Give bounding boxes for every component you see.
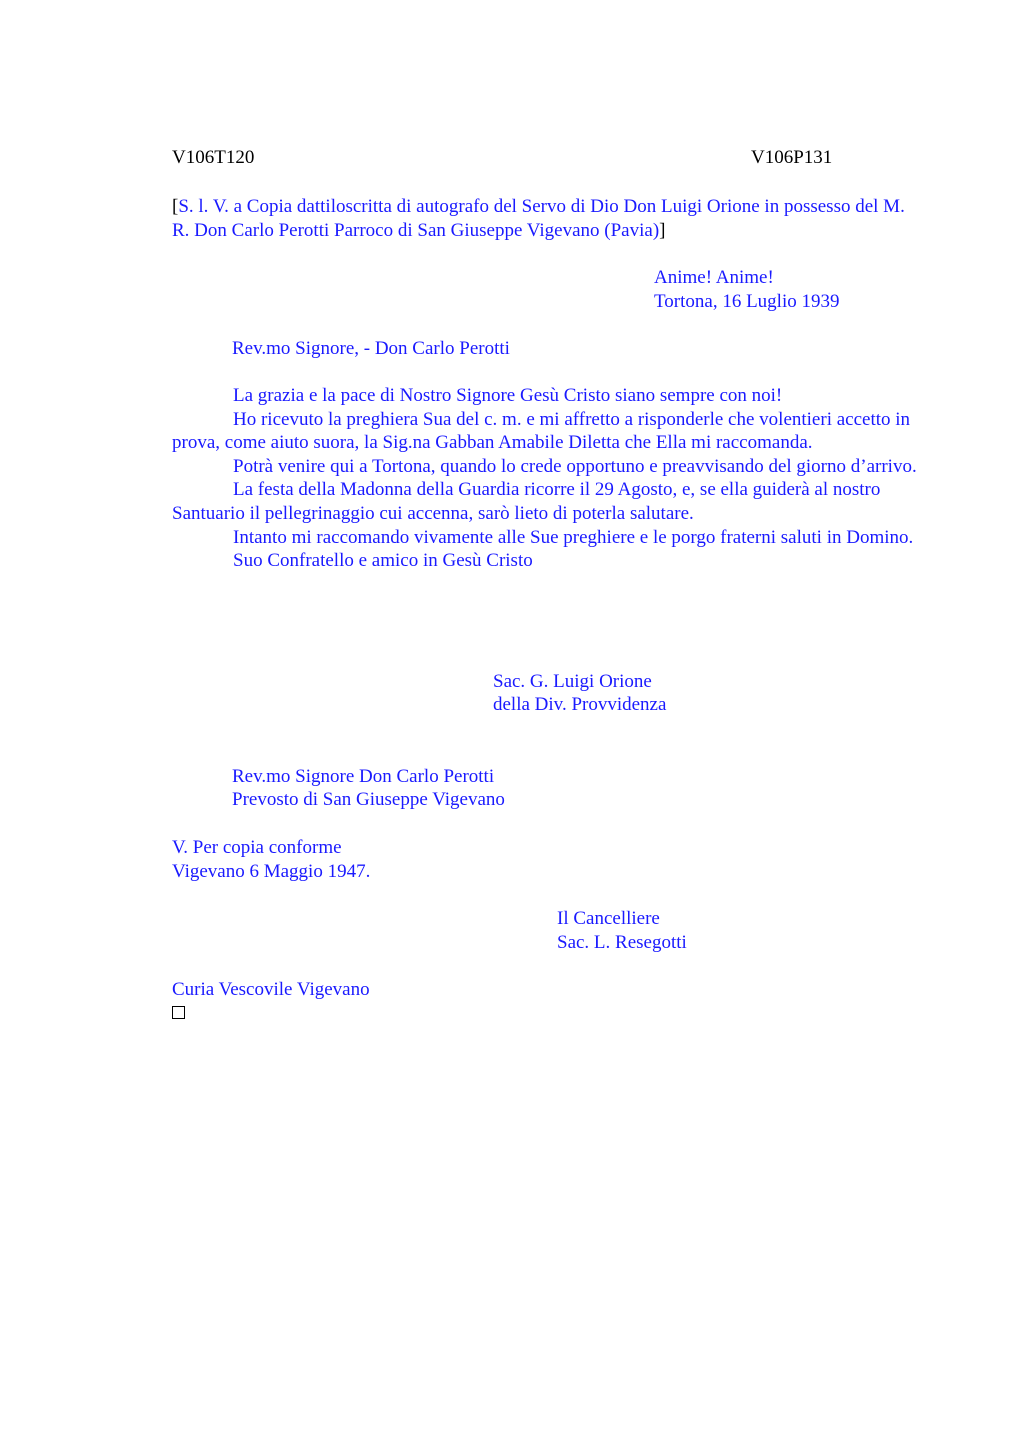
letter-body xyxy=(172,384,917,573)
body-paragraph-4: La festa della Madonna della Guardia ricorre il 29 Agosto, e, se ella guiderà al nostro Santuario il pellegrinaggio cui accenna, sarò lieto di poterla salutare. xyxy=(172,479,881,524)
body-closing: Suo Confratello e amico in Gesù Cristo xyxy=(233,550,533,572)
source-note-close-bracket: ] xyxy=(659,219,666,241)
source-note xyxy=(172,195,917,242)
body-paragraph-5: Intanto mi raccomando vivamente alle Sue preghiere e le porgo fraterni saluti in Domino. xyxy=(233,526,914,548)
salutation: Rev.mo Signore, - Don Carlo Perotti xyxy=(232,338,510,359)
address-line-2: Prevosto di San Giuseppe Vigevano xyxy=(232,789,505,810)
attestation-line-2: Vigevano 6 Maggio 1947. xyxy=(172,861,371,882)
attestation-line-1: V. Per copia conforme xyxy=(172,837,342,858)
empty-box-icon xyxy=(172,1006,185,1019)
signature-title: della Div. Provvidenza xyxy=(493,694,667,715)
header-right-code: V106P131 xyxy=(751,147,833,168)
source-note-text: S. l. V. a Copia dattiloscritta di autografo del Servo di Dio Don Luigi Orione in possesso del M. R. Don Carlo Perotti Parroco di San Giuseppe Vigevano (Pavia) xyxy=(172,196,905,241)
dateline-motto: Anime! Anime! xyxy=(654,267,774,288)
signature-name: Sac. G. Luigi Orione xyxy=(493,671,652,692)
body-paragraph-1: La grazia e la pace di Nostro Signore Gesù Cristo siano sempre con noi! xyxy=(233,385,783,406)
chancellor-name: Sac. L. Resegotti xyxy=(557,932,687,953)
address-line-1: Rev.mo Signore Don Carlo Perotti xyxy=(232,766,495,787)
source-note-open-bracket: [ xyxy=(172,196,179,217)
body-paragraph-3: Potrà venire qui a Tortona, quando lo crede opportuno e preavvisando del giorno d’arrivo. xyxy=(233,455,917,477)
body-paragraph-2: Ho ricevuto la preghiera Sua del c. m. e mi affretto a risponderle che volentieri accetto in prova, come aiuto suora, la Sig.na Gabban Amabile Diletta che Ella mi raccomanda. xyxy=(172,408,911,454)
chancellor-title: Il Cancelliere xyxy=(557,908,660,929)
curia-footer: Curia Vescovile Vigevano xyxy=(172,979,370,1000)
header-left-code: V106T120 xyxy=(172,147,255,168)
dateline-place-date: Tortona, 16 Luglio 1939 xyxy=(654,291,840,312)
